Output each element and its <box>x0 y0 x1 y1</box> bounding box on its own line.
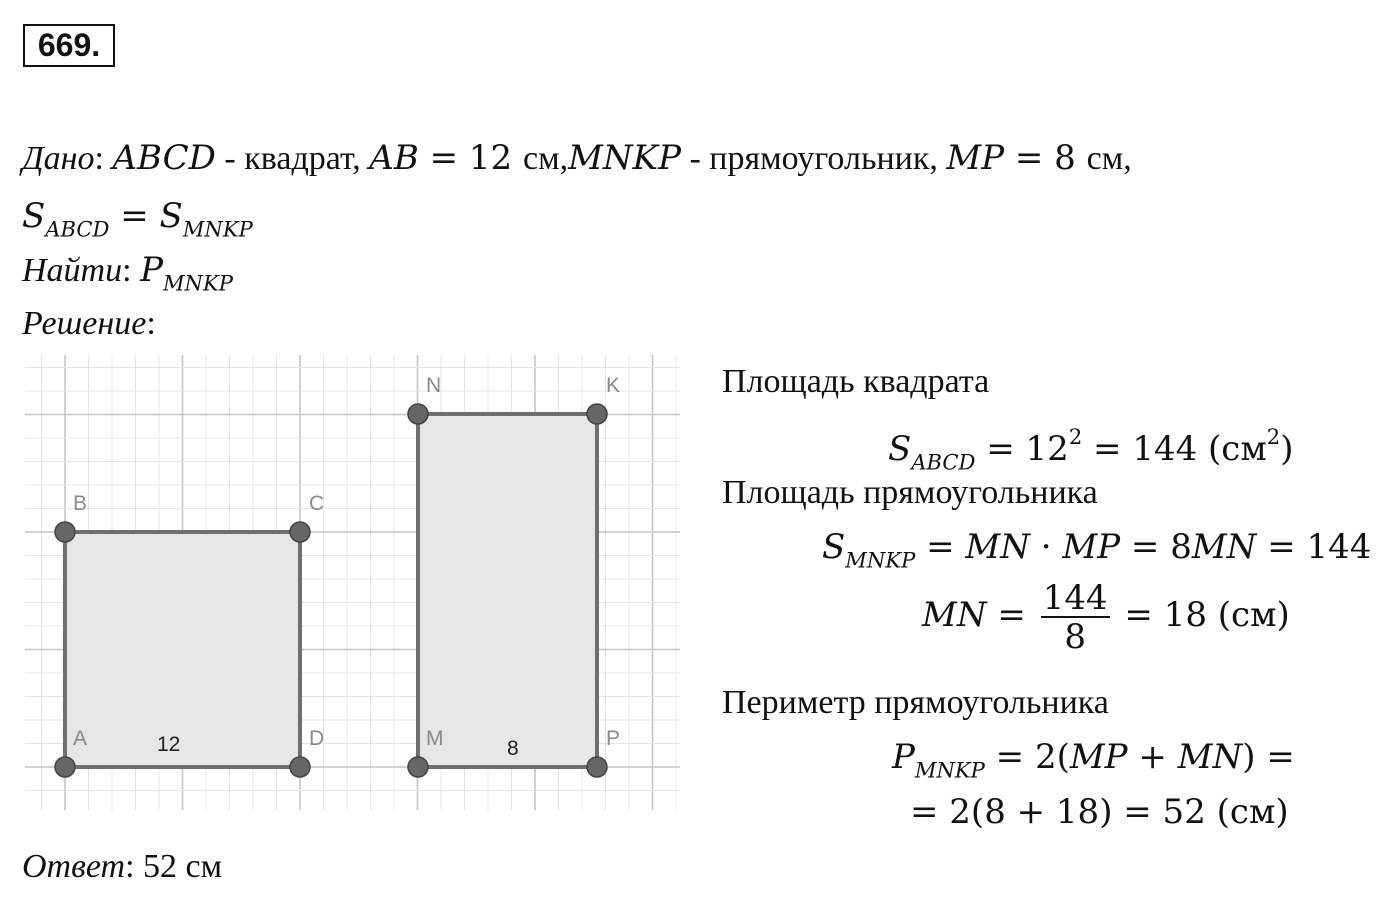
denominator: 8 <box>1064 617 1086 657</box>
label-n: N <box>426 374 442 397</box>
area-subscript: ABCD <box>45 216 110 242</box>
point-a <box>55 757 75 777</box>
segment-mn: MN <box>1191 527 1257 567</box>
point-b <box>55 522 75 542</box>
plus: + <box>1127 737 1178 777</box>
formula-mn <box>922 580 1290 656</box>
formula-rect-area <box>822 527 1371 580</box>
label-p: P <box>606 727 621 750</box>
side-length-ab: 12 <box>157 733 181 756</box>
point-m <box>408 757 428 777</box>
segment-mn: MN <box>1177 737 1243 777</box>
rect-name: MNKP <box>568 138 681 178</box>
answer-line <box>22 847 222 887</box>
point-p <box>587 757 607 777</box>
equals: = <box>986 594 1037 635</box>
area-symbol: S <box>159 196 183 236</box>
formula-part: = 144 <box>1256 527 1372 567</box>
segment-mn: MN <box>965 527 1030 567</box>
area-subscript: MNKP <box>845 547 916 573</box>
exponent: 2 <box>1068 424 1083 449</box>
perimeter-symbol: P <box>140 250 163 290</box>
point-c <box>290 522 310 542</box>
geometry-diagram <box>25 355 680 810</box>
formula-part: = 12 <box>975 428 1069 469</box>
side-ab-value: = 12 <box>418 138 523 178</box>
label-a: A <box>73 727 88 750</box>
solution-label: Решение <box>22 305 147 342</box>
numerator: 144 <box>1042 578 1108 618</box>
segment-mp: MP <box>1062 527 1121 567</box>
perimeter-subscript: MNKP <box>914 757 985 783</box>
label-c: C <box>309 492 325 515</box>
label-d: D <box>309 727 325 750</box>
area-symbol: S <box>822 527 846 567</box>
problem-number: 669. <box>23 24 115 67</box>
find-label: Найти <box>22 252 123 289</box>
square-name: ABCD <box>112 138 216 178</box>
label-m: M <box>426 727 444 750</box>
exponent: 2 <box>1266 424 1281 449</box>
formula-part: = 2( <box>984 737 1070 777</box>
formula-part: = 144 (см <box>1082 428 1267 469</box>
point-n <box>408 404 428 424</box>
step-square-area-heading: Площадь квадрата <box>722 363 990 400</box>
formula-part: ) <box>1280 428 1294 469</box>
step-rect-area-heading: Площадь прямоугольника <box>722 474 1098 511</box>
formula-perimeter-result: = 2(8 + 18) = 52 (см) <box>910 792 1289 832</box>
step-perimeter-heading: Периметр прямоугольника <box>722 684 1109 721</box>
solution-line: Решение: <box>22 305 156 342</box>
perimeter-subscript: MNKP <box>162 270 233 296</box>
segment-mn: MN <box>922 594 987 635</box>
side-mp-value: = 8 <box>1004 138 1087 178</box>
formula-perimeter <box>892 737 1295 790</box>
answer-value: : 52 см <box>125 848 223 885</box>
formula-part: ) = <box>1242 737 1295 777</box>
label-b: B <box>73 492 88 515</box>
formula-part: = 8 <box>1120 527 1192 567</box>
fraction <box>1041 580 1110 656</box>
times: · <box>1029 527 1063 567</box>
formula-part: = 18 (см) <box>1113 594 1290 635</box>
area-subscript: MNKP <box>182 216 253 242</box>
point-d <box>290 757 310 777</box>
equals: = <box>109 196 160 236</box>
label-k: K <box>606 374 621 397</box>
area-symbol: S <box>22 196 46 236</box>
area-symbol: S <box>888 428 912 469</box>
rectangle-mnkp <box>418 414 597 767</box>
answer-label: Ответ <box>22 848 126 885</box>
rect-text: - прямоугольник, <box>680 140 947 177</box>
point-k <box>587 404 607 424</box>
area-equality <box>22 196 253 249</box>
area-subscript: ABCD <box>911 449 976 475</box>
side-ab: AB <box>369 138 419 178</box>
unit-cm: см, <box>523 140 569 177</box>
given-line: Дано: ABCD - квадрат, AB = 12 см,MNKP - прямоугольник, MP = 8 см, <box>22 138 1132 178</box>
perimeter-symbol: P <box>892 737 915 777</box>
side-mp: MP <box>946 138 1005 178</box>
square-text: - квадрат, <box>215 140 370 177</box>
unit-cm: см, <box>1086 140 1132 177</box>
find-line: Найти: $P_{MNKP}$ <box>22 250 233 296</box>
segment-mp: MP <box>1069 737 1128 777</box>
given-label: Дано <box>22 140 95 177</box>
side-length-mp: 8 <box>507 737 519 760</box>
equals: = <box>915 527 966 567</box>
square-abcd <box>65 532 300 767</box>
